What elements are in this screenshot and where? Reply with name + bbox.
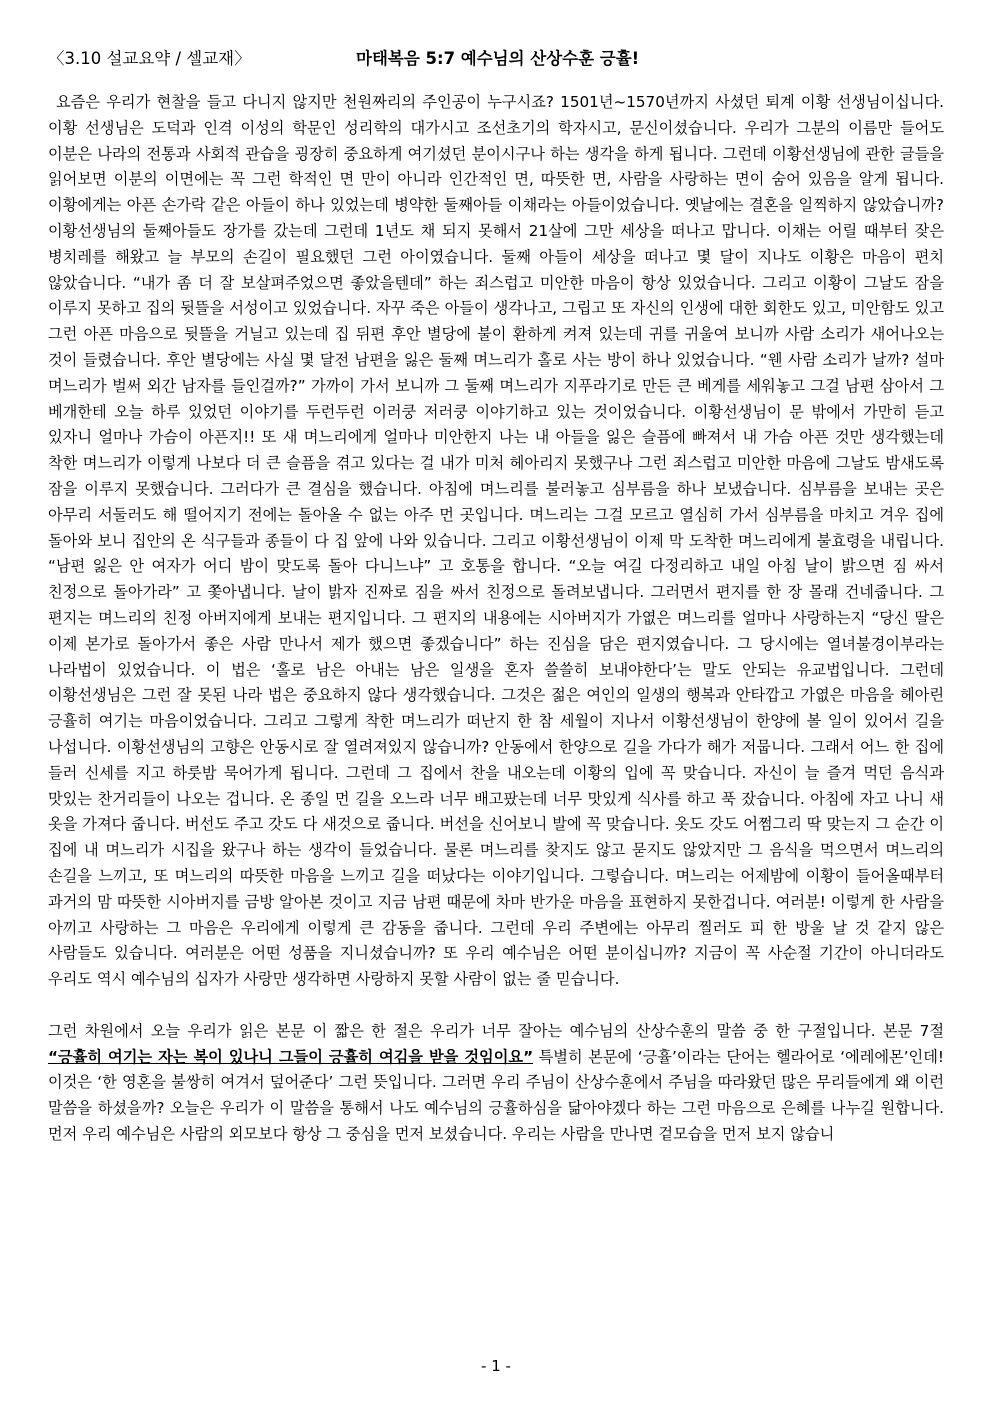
- document-page: [48, 44, 944, 1148]
- paragraph-scripture-intro: 그런 차원에서 오늘 우리가 읽은 본문 이 짧은 한 절은 우리가 너무 잘아는 예수님의 산상수훈의 말씀 중 한 구절입니다. 본문 7절: [48, 1021, 944, 1040]
- page-number: - 1 -: [481, 1357, 511, 1375]
- scripture-verse: “긍휼히 여기는 자는 복이 있나니 그들이 긍휼히 여김을 받을 것임이요”: [48, 1047, 534, 1066]
- sermon-tag: 〈3.10 설교요약 / 셀교재〉: [48, 49, 251, 68]
- paragraph-scripture-rest: 특별히 본문에 ‘긍휼’이라는 단어는 헬라어로 ‘에레에몬’인데! 이것은 ‘한 영혼을 불쌍히 여겨서 덮어준다’ 그런 뜻입니다. 그러면 우리 주님이 산상수훈에서 주님을 따라왔던 많은 무리들에게 왜 이런 말씀을 하셨을까? 오늘은 우리가 이 말씀을 통해서 나도 예수님의 긍휼하심을 닮아야겠다 하는 그런 마음으로 은혜를 나누길 원합니다. 먼저 우리 예수님은 사람의 외모보다 항상 그 중심을 먼저 보셨습니다. 우리는 사람을 만나면 겉모습을 먼저 보지 않습니: [48, 1047, 944, 1144]
- paragraph-scripture: [48, 1019, 944, 1148]
- sermon-body: [48, 90, 944, 1148]
- sermon-title: 마태복음 5:7 예수님의 산상수훈 긍휼!: [356, 49, 640, 68]
- document-header: [48, 44, 944, 74]
- paragraph-story: 요즘은 우리가 현찰을 들고 다니지 않지만 천원짜리의 주인공이 누구시죠? 1501년~1570년까지 사셨던 퇴계 이황 선생님이십니다. 이황 선생님은 도덕과 인격 이성의 학문인 성리학의 대가시고 조선초기의 학자시고, 문신이셨습니다. 우리가 그분의 이름만 들어도 이분은 나라의 전통과 사회적 관습을 굉장히 중요하게 여기셨던 분이시구나 하는 생각을 하게 됩니다. 그런데 이황선생님에 관한 글들을 읽어보면 이분의 이면에는 꼭 그런 학적인 면 만이 아니라 인간적인 면, 따뜻한 면, 사람을 사랑하는 면이 숨어 있음을 알게 됩니다. 이황에게는 아픈 손가락 같은 아들이 하나 있었는데 병약한 둘째아들 이채라는 아들이었습니다. 옛날에는 결혼을 일찍하지 않았습니까? 이황선생님의 둘째아들도 장가를 갔는데 그런데 1년도 채 되지 못해서 21살에 그만 세상을 떠나고 맙니다. 이채는 어릴 때부터 잦은 병치레를 해왔고 늘 부모의 손길이 필요했던 그런 아이였습니다. 둘째 아들이 세상을 떠나고 몇 달이 지나도 이황은 마음이 편치 않았습니다. “내가 좀 더 잘 보살펴주었으면 좋았을텐데” 하는 죄스럽고 미안한 마음이 항상 있었습니다. 그리고 이황이 그날도 잠을 이루지 못하고 집의 뒷뜰을 서성이고 있었습니다. 자꾸 죽은 아들이 생각나고, 그립고 또 자신의 인생에 대한 회한도 있고, 미안함도 있고 그런 아픈 마음으로 뒷뜰을 거닐고 있는데 집 뒤편 후안 별당에 불이 환하게 켜져 있는데 귀를 귀울여 보니까 사람 소리가 새어나오는 것이 들렸습니다. 후안 별당에는 사실 몇 달전 남편을 잃은 둘째 며느리가 홀로 사는 방이 하나 있었습니다. “웬 사람 소리가 날까? 설마 며느리가 벌써 외간 남자를 들인걸까?” 가까이 가서 보니까 그 둘째 며느리가 지푸라기로 만든 큰 베게를 세워놓고 그걸 남편 삼아서 그 베개한테 오늘 하루 있었던 이야기를 두런두런 이러쿵 저러쿵 이야기하고 있는 것이었습니다. 이황선생님이 문 밖에서 가만히 듣고 있자니 얼마나 가슴이 아픈지!! 또 새 며느리에게 얼마나 미안한지 나는 내 아들을 잃은 슬픔에 빠져서 내 가슴 아픈 것만 생각했는데 착한 며느리가 이렇게 나보다 더 큰 슬픔을 겪고 있다는 걸 내가 미처 헤아리지 못했구나 그런 죄스럽고 미안한 마음에 그날도 밤새도록 잠을 이루지 못했습니다. 그러다가 큰 결심을 했습니다. 아침에 며느리를 불러놓고 심부름을 하나 보냈습니다. 심부름을 보내는 곳은 아무리 서둘러도 해 떨어지기 전에는 돌아올 수 없는 아주 먼 곳입니다. 며느리는 그걸 모르고 열심히 가서 심부름을 마치고 겨우 집에 돌아와 보니 집안의 온 식구들과 종들이 다 집 앞에 나와 있습니다. 그리고 이황선생님이 이제 막 도착한 며느리에게 불효령을 내립니다. “남편 잃은 안 여자가 어디 밤이 맞도록 돌아 다니느냐” 고 호통을 합니다. “오늘 여길 다정리하고 내일 아침 날이 밝으면 짐 싸서 친정으로 돌아가라” 고 쫓아냅니다. 날이 밝자 진짜로 짐을 싸서 친정으로 돌려보냅니다. 그러면서 편지를 한 장 몰래 건네줍니다. 그 편지는 며느리의 친정 아버지에게 보내는 편지입니다. 그 편지의 내용에는 시아버지가 가엾은 며느리를 얼마나 사랑하는지 “당신 딸은 이제 본가로 돌아가서 좋은 사람 만나서 제가 했으면 좋겠습니다” 하는 진심을 담은 편지였습니다. 그 당시에는 열녀불경이부라는 나라법이 있었습니다. 이 법은 ‘홀로 남은 아내는 남은 일생을 혼자 쓸쓸히 보내야한다’는 말도 안되는 유교법입니다. 그런데 이황선생님은 그런 잘 못된 나라 법은 중요하지 않다 생각했습니다. 그것은 젊은 여인의 일생의 행복과 안타깝고 가엾은 마음을 헤아린 긍휼히 여기는 마음이었습니다. 그리고 그렇게 착한 며느리가 떠난지 한 참 세월이 지나서 이황선생님이 한양에 볼 일이 있어서 길을 나섭니다. 이황선생님의 고향은 안동시로 잘 열려져있지 않습니까? 안동에서 한양으로 길을 가다가 해가 저뭅니다. 그래서 어느 한 집에 들러 신세를 지고 하룻밤 묵어가게 됩니다. 그런데 그 집에서 찬을 내오는데 이황의 입에 꼭 맞습니다. 자신이 늘 즐겨 먹던 음식과 맛있는 찬거리들이 나오는 겁니다. 온 종일 먼 길을 오느라 너무 배고팠는데 너무 맛있게 식사를 하고 푹 잤습니다. 아침에 자고 나니 새 옷을 가져다 줍니다. 버선도 주고 갓도 다 새것으로 줍니다. 버선을 신어보니 발에 꼭 맞습니다. 옷도 갓도 어쩜그리 딱 맞는지 그 순간 이 집에 내 며느리가 시집을 왔구나 하는 생각이 들었습니다. 물론 며느리를 찾지도 않고 묻지도 않았지만 그 음식을 먹으면서 며느리의 손길을 느끼고, 또 며느리의 따뜻한 마음을 느끼고 길을 떠났다는 이야기입니다. 그렇습니다. 며느리는 어제밤에 이황이 들어올때부터 과거의 맘 따뜻한 시아버지를 금방 알아본 것이고 지금 남편 때문에 차마 반가운 마음을 표현하지 못한겁니다. 여러분! 이렇게 한 사람을 아끼고 사랑하는 그 마음은 우리에게 이렇게 큰 감동을 줍니다. 그런데 우리 주변에는 아무리 찔러도 피 한 방울 날 것 같지 않은 사람들도 있습니다. 여러분은 어떤 성품을 지니셨습니까? 또 우리 예수님은 어떤 분이십니까? 지금이 꼭 사순절 기간이 아니더라도 우리도 역시 예수님의 십자가 사랑만 생각하면 사랑하지 못할 사람이 없는 줄 믿습니다.: [48, 93, 944, 989]
